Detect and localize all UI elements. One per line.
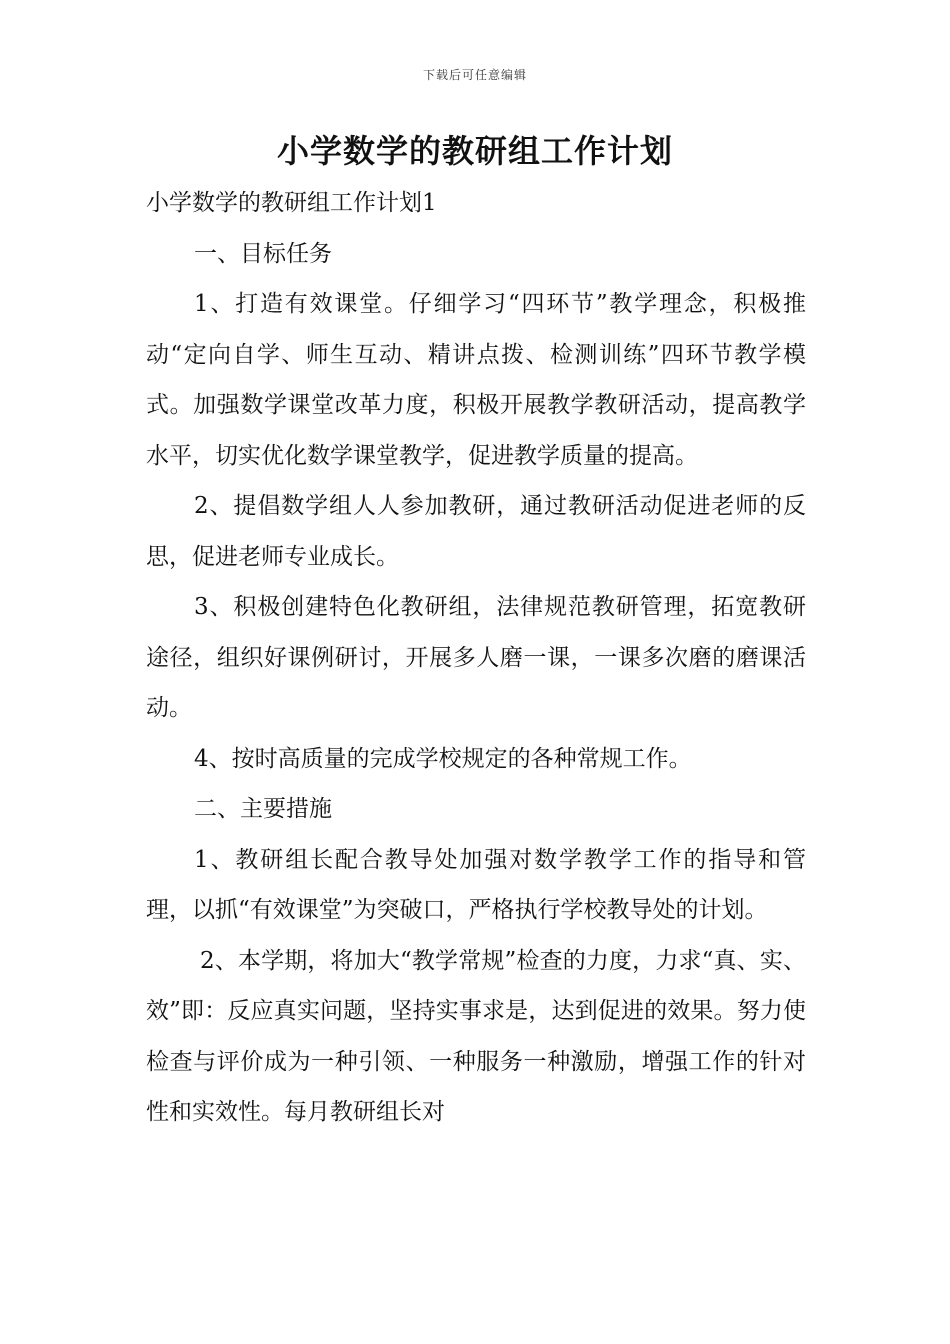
measure-paragraph-2: 2、本学期，将加大“教学常规”检查的力度，力求“真、实、效”即：反应真实问题，坚持实事求是，达到促进的效果。努力使检查与评价成为一种引领、一种服务一种激励，增强工作的针对性和实效性。每月教研组长对 xyxy=(146,947,806,1125)
measure-paragraph-1: 1、教研组长配合教导处加强对数学教学工作的指导和管理，以抓“有效课堂”为突破口，严格执行学校教导处的计划。 xyxy=(146,846,806,923)
document-subtitle: 小学数学的教研组工作计划1 xyxy=(146,190,437,216)
goal-paragraph-4: 4、按时高质量的完成学校规定的各种常规工作。 xyxy=(194,745,692,772)
document-body xyxy=(146,178,806,1138)
goal-paragraph-3: 3、积极创建特色化教研组，法律规范教研管理，拓宽教研途径，组织好课例研讨，开展多人磨一课，一课多次磨的磨课活动。 xyxy=(146,594,806,721)
goal-paragraph-2: 2、提倡数学组人人参加教研，通过教研活动促进老师的反思，促进老师专业成长。 xyxy=(146,493,806,570)
page-header-note: 下载后可任意编辑 xyxy=(422,68,527,82)
document-title: 小学数学的教研组工作计划 xyxy=(276,132,673,170)
goal-paragraph-1: 1、打造有效课堂。仔细学习“四环节”教学理念，积极推动“定向自学、师生互动、精讲点拨、检测训练”四环节教学模式。加强数学课堂改革力度，积极开展教学教研活动，提高教学水平，切实优化数学课堂教学，促进教学质量的提高。 xyxy=(146,291,806,469)
section-heading-goals: 一、目标任务 xyxy=(194,240,332,267)
section-heading-measures: 二、主要措施 xyxy=(194,796,332,822)
